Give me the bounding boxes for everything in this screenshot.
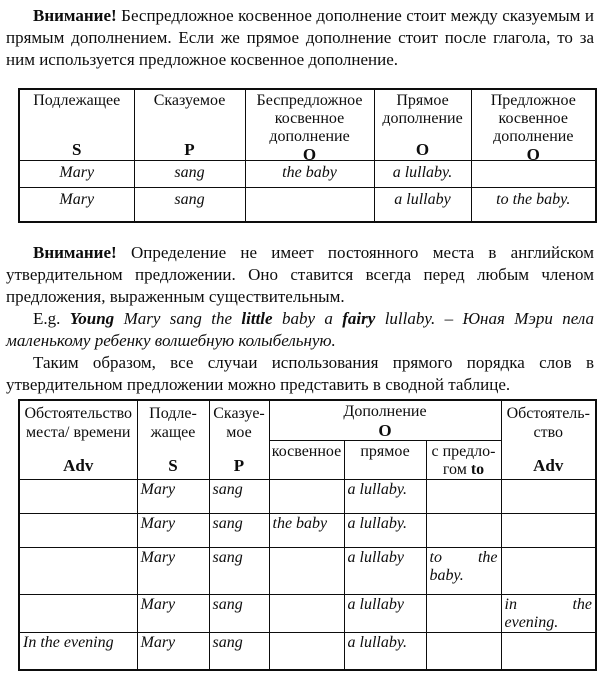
header-cell-indirect: косвенное	[269, 440, 344, 479]
header-cell-indirect-object	[245, 89, 374, 164]
table-row	[19, 479, 596, 513]
text-segment: Mary sang the	[114, 308, 242, 328]
text-segment: fairy	[342, 308, 376, 328]
table-cell: sang	[209, 632, 269, 670]
header-label: Предложное косвенное дополнение	[490, 92, 576, 145]
table1-header-row	[19, 89, 596, 161]
notice-text: Определение не имеет постоянного места в английском утвердительном предложении. Оно ставится всегда перед любым членом предложения, выраженным существительным.	[6, 242, 594, 306]
table-cell: to the baby.	[471, 188, 596, 222]
table-cell	[426, 632, 501, 670]
word-order-table-2	[18, 399, 597, 672]
text-segment: baby a	[272, 308, 343, 328]
table-cell: a lullaby.	[344, 632, 426, 670]
table-cell: Mary	[137, 594, 209, 632]
table-cell: Mary	[19, 161, 134, 188]
table-cell: in the evening.	[501, 594, 596, 632]
notice-text: Беспредложное косвенное дополнение стоит между сказуемым и прямым дополнением. Если же прямое дополнение стоит после глагола, то за ним используется предложное косвенное дополнение.	[6, 6, 594, 69]
table-cell: Mary	[137, 632, 209, 670]
table-row	[19, 547, 596, 594]
header-label: Беспредложное косвенное дополнение	[256, 92, 363, 145]
header-cell-predicate	[134, 89, 245, 161]
table-cell	[19, 479, 137, 513]
table-cell: the baby	[269, 513, 344, 547]
table-cell: Mary	[137, 513, 209, 547]
table-cell: sang	[209, 547, 269, 594]
table-cell	[426, 479, 501, 513]
text-segment: E.g.	[33, 308, 70, 328]
table-cell: Mary	[19, 188, 134, 222]
header-letter: S	[168, 456, 178, 475]
table-cell	[501, 513, 596, 547]
header-label-line: жащее	[150, 424, 196, 441]
header-label-line	[427, 461, 501, 479]
header-cell-adverbial-place-time	[19, 400, 137, 480]
header-label-line: мое	[226, 424, 252, 441]
header-cell-prepositional-object	[471, 89, 596, 164]
header-label-part: гом	[442, 460, 471, 478]
table-row	[19, 188, 596, 222]
table-cell: a lullaby.	[374, 161, 471, 188]
header-label-line: с предло-	[431, 442, 496, 460]
header-cell-subject	[137, 400, 209, 480]
table-cell: the baby	[245, 161, 374, 188]
header-label: Сказуемое	[153, 92, 226, 109]
header-cell-direct: прямое	[344, 440, 426, 479]
notice-lead: Внимание!	[33, 242, 117, 262]
header-letter: O	[302, 145, 317, 164]
table-row	[19, 632, 596, 670]
table-cell: a lullaby	[344, 594, 426, 632]
header-cell-object-group	[269, 400, 501, 441]
table-row	[19, 161, 596, 188]
text-segment: little	[241, 308, 273, 328]
word-order-table-1	[18, 88, 597, 223]
table-cell: to the baby.	[426, 547, 501, 594]
notice-lead: Внимание!	[33, 6, 117, 25]
table-cell: Mary	[137, 479, 209, 513]
table-cell	[19, 513, 137, 547]
text-segment: Young	[69, 308, 115, 328]
notice-paragraph-2	[6, 242, 594, 308]
preposition-to-label: to	[470, 460, 485, 478]
header-label-line: места/ времени	[26, 424, 131, 441]
header-cell-predicate	[209, 400, 269, 480]
table-cell: In the evening	[19, 632, 137, 670]
header-letter: O	[526, 145, 540, 164]
header-letter: O	[378, 420, 392, 440]
header-label-line: ство	[533, 424, 564, 441]
header-letter: P	[184, 140, 195, 159]
notice-paragraph-1	[6, 0, 594, 71]
table-cell	[245, 188, 374, 222]
table-cell: a lullaby	[344, 547, 426, 594]
table-cell	[269, 594, 344, 632]
header-cell-with-preposition	[426, 440, 501, 479]
table-cell	[471, 161, 596, 188]
table-cell: a lullaby.	[344, 479, 426, 513]
table-cell: sang	[209, 594, 269, 632]
table-cell	[269, 547, 344, 594]
table2-header-row-top	[19, 400, 596, 441]
header-label: Прямое дополнение	[382, 92, 463, 127]
header-cell-adverbial	[501, 400, 596, 480]
text-segment: lullaby. – Юная Мэри пела маленькому ребенку волшебную колыбельную.	[6, 308, 595, 350]
header-cell-subject	[19, 89, 134, 161]
header-letter: O	[415, 140, 430, 159]
table-cell: sang	[134, 161, 245, 188]
header-label: Подлежащее	[33, 92, 121, 109]
table-row	[19, 513, 596, 547]
header-letter: P	[233, 456, 245, 475]
table-cell	[269, 632, 344, 670]
header-label-line: Подле-	[149, 405, 197, 422]
table-cell	[501, 632, 596, 670]
example-paragraph	[6, 308, 594, 352]
table-row	[19, 594, 596, 632]
header-label-line: Сказуе-	[213, 405, 265, 422]
table-cell: sang	[209, 513, 269, 547]
summary-paragraph: Таким образом, все случаи использования прямого порядка слов в утвердительном предложении можно представить в сводной таблице.	[6, 352, 594, 394]
table-cell: a lullaby	[374, 188, 471, 222]
table-cell	[426, 594, 501, 632]
table-cell	[19, 594, 137, 632]
table-cell: Mary	[137, 547, 209, 594]
table-cell	[501, 479, 596, 513]
header-letter: S	[72, 140, 82, 159]
header-cell-direct-object	[374, 89, 471, 161]
header-label-line: Обстоятель-	[506, 405, 590, 422]
table-cell	[19, 547, 137, 594]
table-cell	[501, 547, 596, 594]
table-cell: sang	[134, 188, 245, 222]
table-cell: sang	[209, 479, 269, 513]
table-cell	[426, 513, 501, 547]
header-letter: Adv	[533, 456, 564, 475]
table-cell: a lullaby.	[344, 513, 426, 547]
header-label: Дополнение	[343, 402, 427, 420]
header-letter: Adv	[63, 456, 94, 475]
table-cell	[269, 479, 344, 513]
header-label-line: Обстоятельство	[24, 405, 133, 422]
